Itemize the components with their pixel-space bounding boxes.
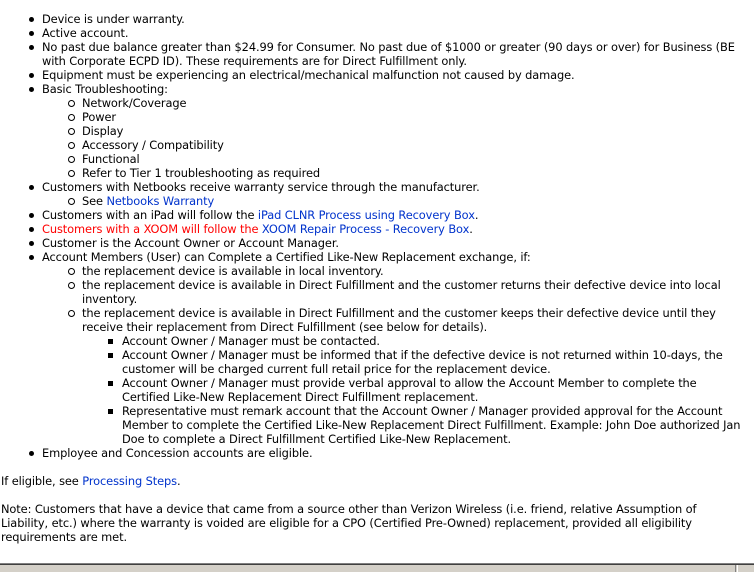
list-item bbox=[82, 166, 754, 180]
xoom-suffix: . bbox=[469, 222, 473, 236]
xoom-prefix: Customers with a XOOM will follow the bbox=[42, 222, 262, 236]
list-item bbox=[82, 306, 754, 446]
requirement-text: Active account. bbox=[42, 26, 129, 40]
list-item bbox=[82, 124, 754, 138]
list-item bbox=[42, 180, 754, 208]
list-item bbox=[42, 82, 754, 180]
troubleshooting-item: Accessory / Compatibility bbox=[82, 138, 224, 152]
list-item bbox=[42, 208, 754, 222]
netbooks-warranty-link[interactable]: Netbooks Warranty bbox=[106, 194, 215, 208]
list-item bbox=[82, 96, 754, 110]
direct-fulfillment-steps-list bbox=[82, 334, 754, 446]
list-item bbox=[42, 40, 742, 68]
ipad-clnr-process-link[interactable]: iPad CLNR Process using Recovery Box bbox=[257, 208, 475, 222]
step-text: Account Owner / Manager must be contacted. bbox=[122, 334, 380, 348]
troubleshooting-item: Display bbox=[82, 124, 124, 138]
condition-text: the replacement device is available in Direct Fulfillment and the customer returns their defective device into local inventory. bbox=[82, 278, 721, 306]
list-item bbox=[82, 138, 754, 152]
list-item bbox=[42, 250, 754, 446]
requirement-text: No past due balance greater than $24.99 for Consumer. No past due of $1000 or greater (90 days or over) for Business (BE with Corporate ECPD ID). These requirements are for Direct Fulfillment only. bbox=[42, 40, 735, 68]
requirement-text: Account Members (User) can Complete a Certified Like-New Replacement exchange, if: bbox=[42, 250, 531, 264]
troubleshooting-item: Power bbox=[82, 110, 116, 124]
list-item bbox=[82, 278, 754, 306]
list-item bbox=[82, 194, 754, 208]
requirement-text: Equipment must be experiencing an electrical/mechanical malfunction not caused by damage. bbox=[42, 68, 575, 82]
processing-steps-link[interactable]: Processing Steps bbox=[82, 474, 177, 488]
netbooks-sublist bbox=[42, 194, 754, 208]
step-text: Account Owner / Manager must be informed that if the defective device is not returned within 10-days, the customer will be charged current full retail price for the replacement device. bbox=[122, 348, 723, 376]
eligible-paragraph bbox=[1, 474, 754, 488]
document-body bbox=[2, 12, 754, 544]
account-members-conditions-list bbox=[42, 264, 754, 446]
condition-text: the replacement device is available in local inventory. bbox=[82, 264, 384, 278]
list-item bbox=[122, 348, 742, 376]
list-item bbox=[82, 264, 754, 278]
list-item bbox=[122, 404, 742, 446]
list-item bbox=[82, 110, 754, 124]
list-item bbox=[42, 26, 754, 40]
requirement-text: Customers with Netbooks receive warranty service through the manufacturer. bbox=[42, 180, 480, 194]
see-prefix: See bbox=[82, 194, 107, 208]
condition-text: the replacement device is available in Direct Fulfillment and the customer keeps their defective device until they receive their replacement from Direct Fulfillment (see below for details). bbox=[82, 306, 716, 334]
requirement-text: Employee and Concession accounts are eligible. bbox=[42, 446, 313, 460]
eligibility-requirements-list bbox=[2, 12, 754, 460]
list-item bbox=[82, 152, 754, 166]
ipad-prefix: Customers with an iPad will follow the bbox=[42, 208, 258, 222]
requirement-text: Customer is the Account Owner or Account Manager. bbox=[42, 236, 339, 250]
troubleshooting-list bbox=[42, 96, 754, 180]
requirement-text: Device is under warranty. bbox=[42, 12, 185, 26]
list-item bbox=[42, 236, 754, 250]
note-paragraph: Note: Customers that have a device that came from a source other than Verizon Wireless (i.e. friend, relative Assumption of Liability, etc.) where the warranty is voided are eligible for a CPO (Certified Pre-Owned) replacement, provided all eligibility requirements are met. bbox=[1, 502, 697, 544]
step-text: Account Owner / Manager must provide verbal approval to allow the Account Member to complete the Certified Like-New Replacement Direct Fulfillment replacement. bbox=[122, 376, 697, 404]
requirement-text: Basic Troubleshooting: bbox=[42, 82, 168, 96]
step-text: Representative must remark account that the Account Owner / Manager provided approval for the Account Member to complete the Certified Like-New Replacement Direct Fulfillment. Example: John Doe authorized Jan Doe to complete a Direct Fulfillment Certified Like-New Replacement. bbox=[122, 404, 741, 446]
list-item bbox=[122, 376, 742, 404]
ipad-suffix: . bbox=[474, 208, 479, 222]
eligible-suffix: . bbox=[176, 474, 181, 488]
list-item bbox=[42, 222, 754, 236]
list-item bbox=[122, 334, 754, 348]
troubleshooting-item: Functional bbox=[82, 152, 140, 166]
troubleshooting-item: Network/Coverage bbox=[82, 96, 187, 110]
xoom-repair-process-link[interactable]: XOOM Repair Process - Recovery Box bbox=[261, 222, 470, 236]
list-item bbox=[42, 446, 754, 460]
eligible-prefix: If eligible, see bbox=[1, 474, 83, 488]
list-item bbox=[42, 12, 754, 26]
list-item bbox=[42, 68, 754, 82]
troubleshooting-item: Refer to Tier 1 troubleshooting as required bbox=[82, 166, 320, 180]
